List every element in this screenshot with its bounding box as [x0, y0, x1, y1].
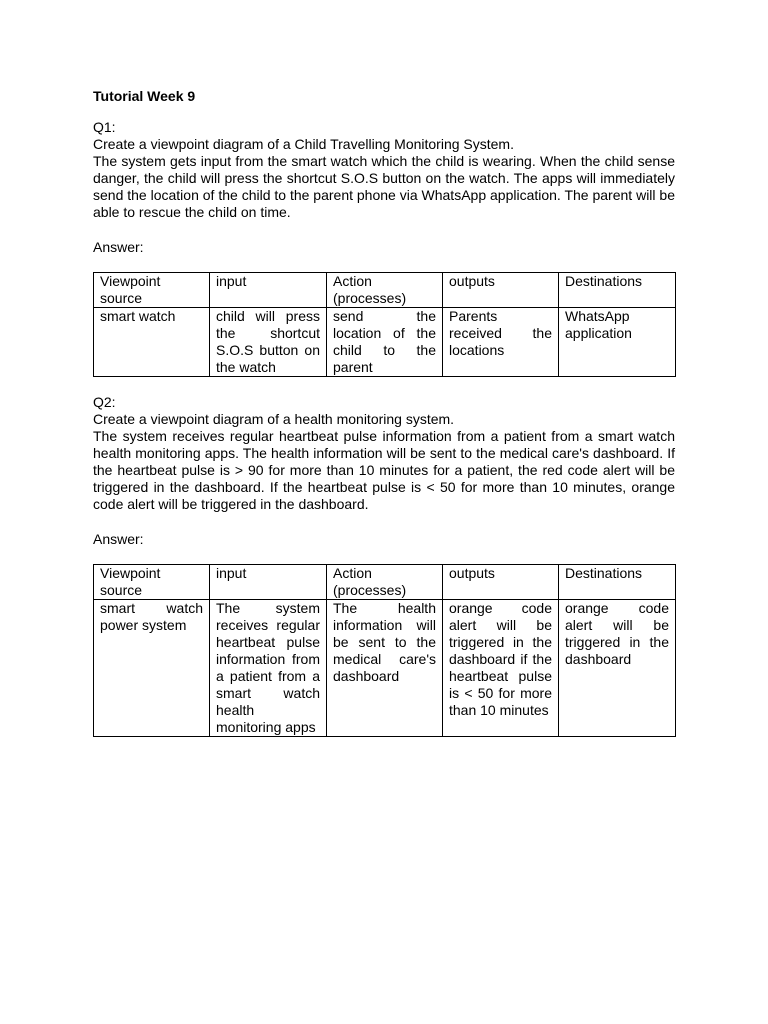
q2-label: Q2: — [93, 394, 116, 410]
header-viewpoint-source: Viewpoint source — [94, 273, 210, 308]
header-action: Action (processes) — [327, 273, 443, 308]
cell-outputs: orange code alert will be triggered in the dashboard if the heartbeat pulse is < 50 for more than 10 minutes — [443, 600, 559, 737]
page-title: Tutorial Week 9 — [93, 88, 196, 104]
header-destinations: Destinations — [559, 273, 676, 308]
cell-outputs: Parents received the locations — [443, 308, 559, 377]
table-header-row — [94, 273, 676, 308]
q1-answer-label: Answer: — [93, 239, 144, 255]
q1-prompt: Create a viewpoint diagram of a Child Travelling Monitoring System. — [93, 136, 514, 152]
cell-input: child will press the shortcut S.O.S button on the watch — [210, 308, 327, 377]
cell-viewpoint-source: smart watch power system — [94, 600, 210, 737]
cell-action: send the location of the child to the parent — [327, 308, 443, 377]
header-outputs: outputs — [443, 565, 559, 600]
header-destinations: Destinations — [559, 565, 676, 600]
q2-prompt: Create a viewpoint diagram of a health monitoring system. — [93, 411, 455, 427]
q1-label: Q1: — [93, 119, 116, 135]
q2-viewpoint-table — [93, 564, 676, 737]
header-input: input — [210, 565, 327, 600]
q2-description: The system receives regular heartbeat pulse information from a patient from a smart watch health monitoring apps. The health information will be sent to the medical care's dashboard. If the heartbeat pulse is > 90 for more than 10 minutes for a patient, the red code alert will be triggered in the dashboard. If the heartbeat pulse is < 50 for more than 10 minutes, orange code alert will be triggered in the dashboard. — [93, 428, 675, 512]
cell-input: The system receives regular heartbeat pulse information from a patient from a smart watch health monitoring apps — [210, 600, 327, 737]
cell-viewpoint-source: smart watch — [94, 308, 210, 377]
table-header-row — [94, 565, 676, 600]
cell-destinations: WhatsApp application — [559, 308, 676, 377]
header-outputs: outputs — [443, 273, 559, 308]
header-viewpoint-source: Viewpoint source — [94, 565, 210, 600]
header-input: input — [210, 273, 327, 308]
q1-viewpoint-table — [93, 272, 676, 377]
document-page — [93, 88, 675, 737]
header-action: Action (processes) — [327, 565, 443, 600]
cell-destinations: orange code alert will be triggered in the dashboard — [559, 600, 676, 737]
q1-description: The system gets input from the smart watch which the child is wearing. When the child sense danger, the child will press the shortcut S.O.S button on the watch. The apps will immediately send the location of the child to the parent phone via WhatsApp application. The parent will be able to rescue the child on time. — [93, 153, 675, 220]
table-row — [94, 600, 676, 737]
q2-answer-label: Answer: — [93, 531, 144, 547]
table-row — [94, 308, 676, 377]
cell-action: The health information will be sent to the medical care's dashboard — [327, 600, 443, 737]
